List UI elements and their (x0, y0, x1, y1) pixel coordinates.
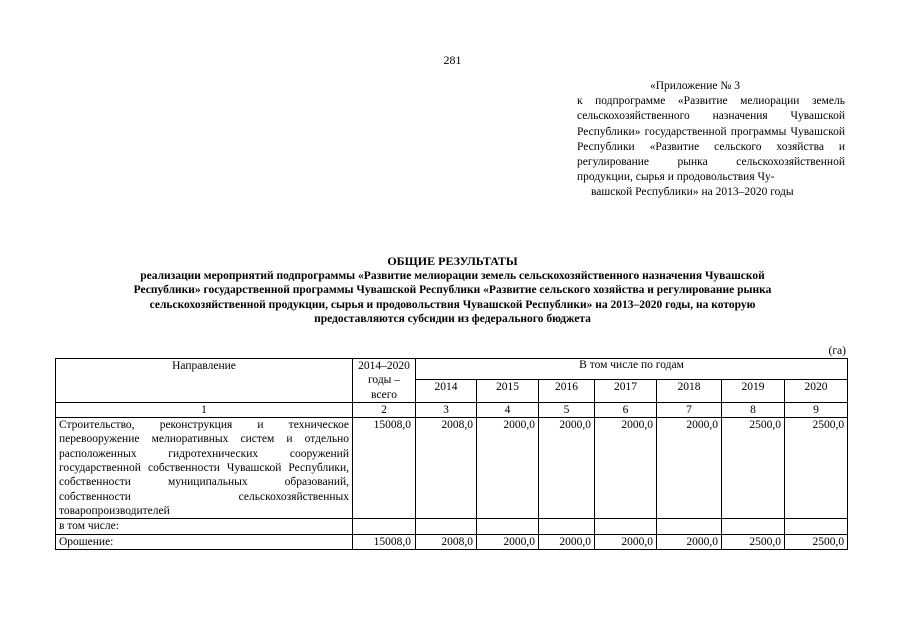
column-number: 6 (595, 402, 657, 417)
results-table (55, 358, 848, 550)
row-value (785, 519, 848, 534)
row-value: 2500,0 (722, 418, 785, 519)
appendix-last-line: вашской Республики» на 2013–2020 годы (591, 186, 794, 199)
header-total: 2014–2020 годы – всего (353, 359, 416, 403)
row-value: 2000,0 (477, 418, 539, 519)
header-direction: Направление (56, 359, 353, 403)
row-value: 2000,0 (595, 418, 657, 519)
row-value (477, 519, 539, 534)
column-number: 4 (477, 402, 539, 417)
row-total (353, 519, 416, 534)
header-years-group: В том числе по годам (416, 359, 848, 380)
appendix-note (577, 79, 845, 201)
header-year: 2016 (539, 379, 595, 402)
row-value (595, 519, 657, 534)
row-direction: в том числе: (56, 519, 353, 534)
header-year: 2019 (722, 379, 785, 402)
column-number: 3 (416, 402, 477, 417)
header-year: 2015 (477, 379, 539, 402)
column-number: 7 (657, 402, 722, 417)
page-number: 281 (443, 53, 462, 67)
row-value: 2000,0 (539, 418, 595, 519)
row-value: 2000,0 (477, 534, 539, 549)
row-total: 15008,0 (353, 418, 416, 519)
row-total: 15008,0 (353, 534, 416, 549)
table-header-row (56, 359, 848, 380)
row-direction: Строительство, реконструкция и техническое перевооружение мелиоративных систем и отдельно расположенных гидротехнических сооружений государственной собственности Чувашской Республики, собственности муниципальных образований, собственности сельскохозяйственных товаропроизводителей (56, 418, 353, 519)
row-value: 2000,0 (539, 534, 595, 549)
header-year: 2017 (595, 379, 657, 402)
column-number-row (56, 402, 848, 417)
row-value: 2008,0 (416, 418, 477, 519)
appendix-title: «Приложение № 3 (650, 80, 740, 92)
document-subtitle: реализации мероприятий подпрограммы «Развитие мелиорации земель сельскохозяйственного назначения Чувашской Республики» государственной программы Чувашской Республики «Развитие сельского хозяйства и регулирование рынка сельскохозяйственной продукции, сырья и продовольствия Чувашской Республики» на 2013–2020 годы, на которую предоставляются субсидии из федерального бюджета (133, 270, 772, 326)
row-value (722, 519, 785, 534)
column-number: 2 (353, 402, 416, 417)
unit-label: (га) (828, 345, 846, 357)
row-value (657, 519, 722, 534)
row-value: 2500,0 (785, 418, 848, 519)
row-value: 2500,0 (722, 534, 785, 549)
column-number: 1 (56, 402, 353, 417)
row-value: 2008,0 (416, 534, 477, 549)
row-value: 2500,0 (785, 534, 848, 549)
document-title: ОБЩИЕ РЕЗУЛЬТАТЫ (387, 254, 518, 268)
column-number: 9 (785, 402, 848, 417)
row-value (416, 519, 477, 534)
row-value: 2000,0 (657, 418, 722, 519)
table-row (56, 519, 848, 534)
header-year: 2018 (657, 379, 722, 402)
row-value: 2000,0 (595, 534, 657, 549)
row-value: 2000,0 (657, 534, 722, 549)
table-row (56, 534, 848, 549)
header-year: 2020 (785, 379, 848, 402)
appendix-body: к подпрограмме «Развитие мелиорации земель сельскохозяйственного назначения Чувашской Республики» государственной программы Чувашской Республики «Развитие сельского хозяйства и регулирование рынка сельскохозяйственной продукции, сырья и продовольствия Чу- (577, 95, 845, 184)
header-year: 2014 (416, 379, 477, 402)
column-number: 5 (539, 402, 595, 417)
row-direction: Орошение: (56, 534, 353, 549)
column-number: 8 (722, 402, 785, 417)
row-value (539, 519, 595, 534)
table-row (56, 418, 848, 519)
